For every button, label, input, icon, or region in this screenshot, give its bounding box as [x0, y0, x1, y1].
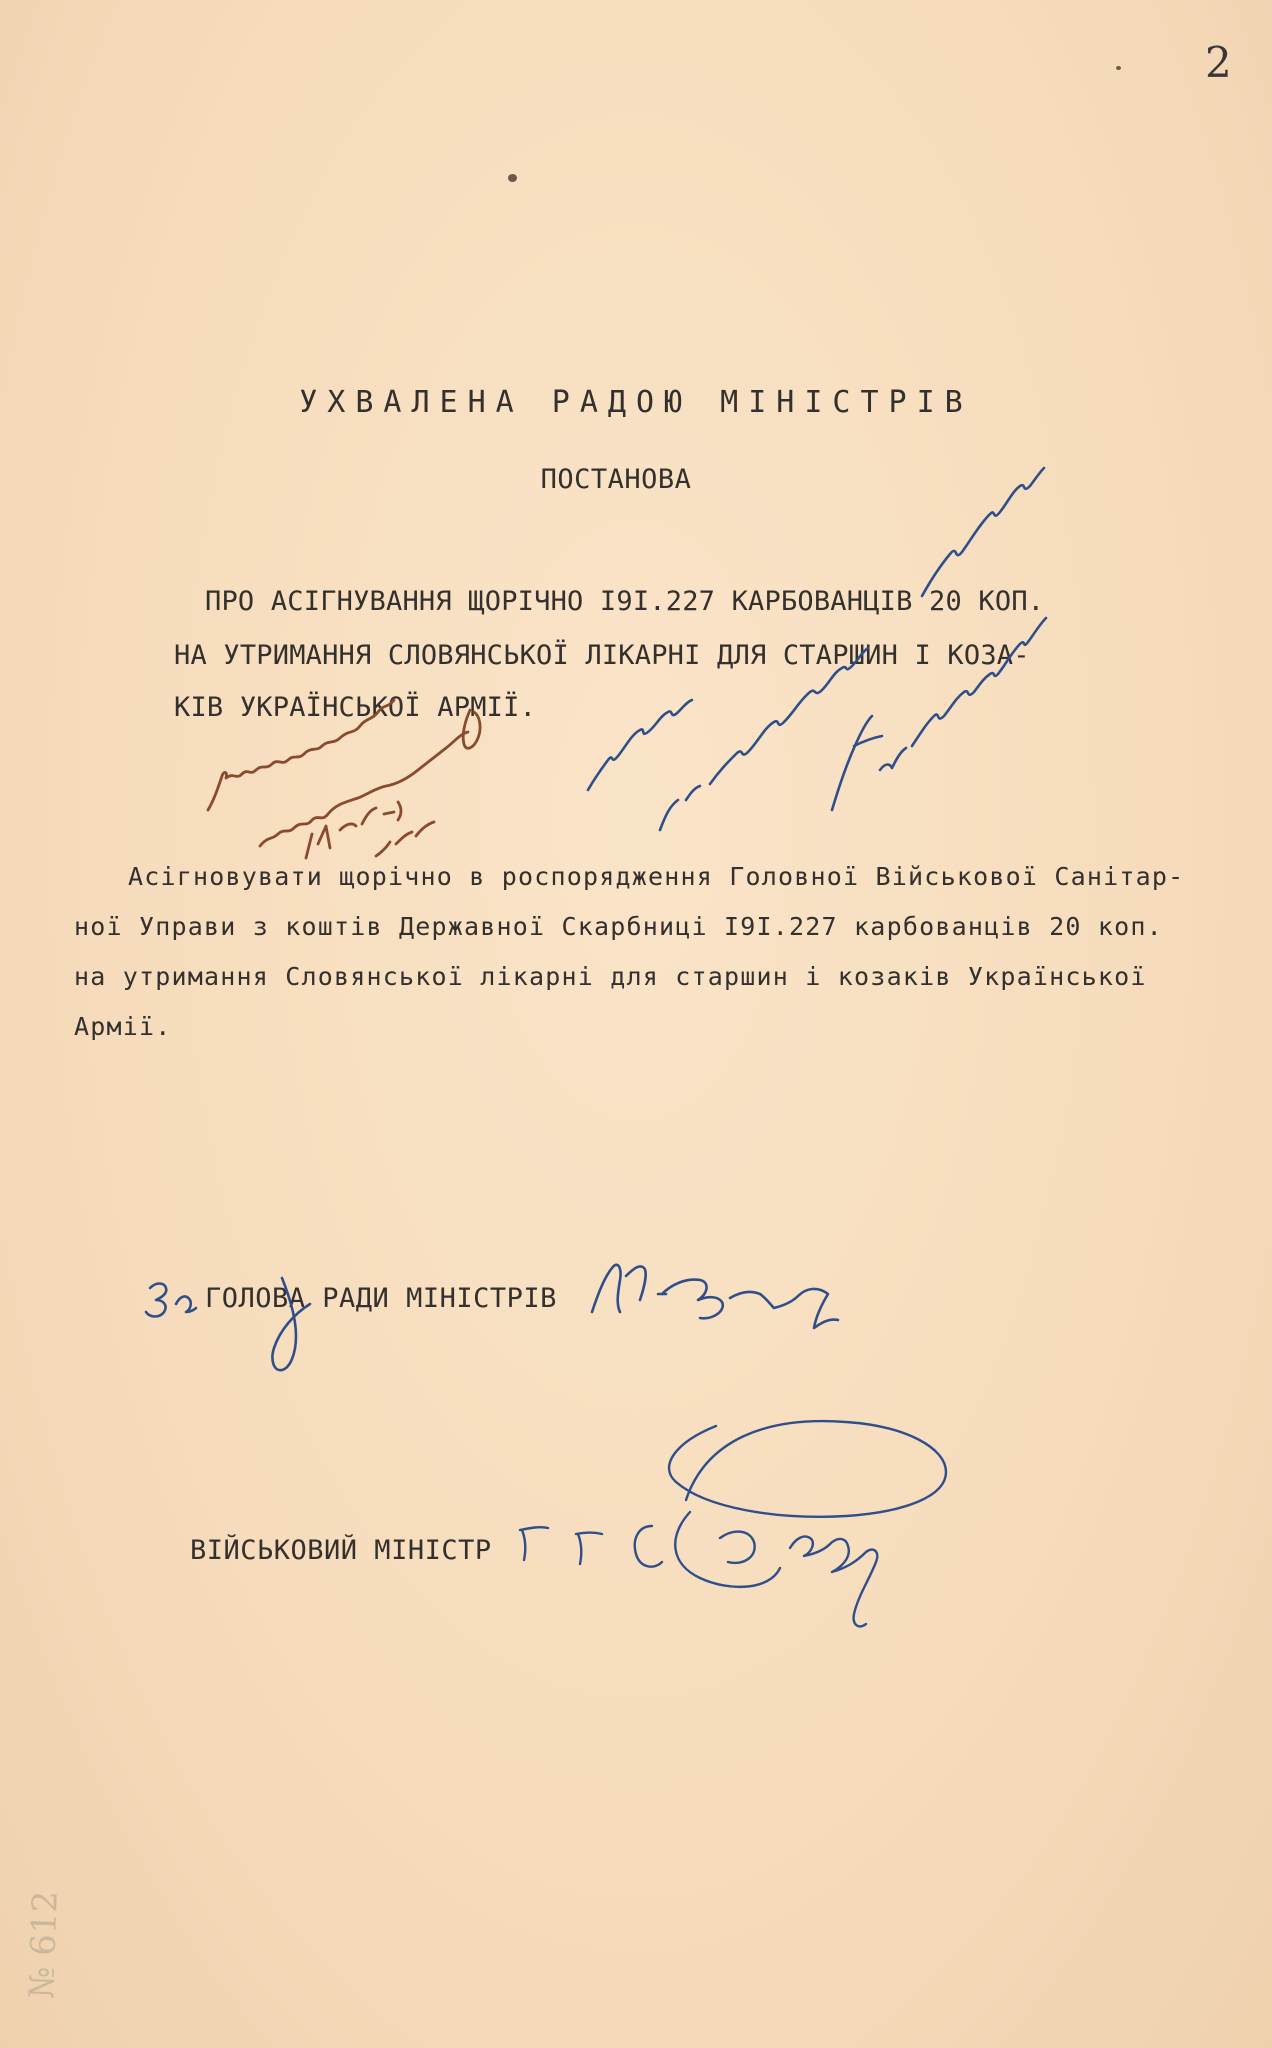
body-line-4: Армії. — [74, 1012, 172, 1041]
subject-line-1: ПРО АСІГНУВАННЯ ЩОРІЧНО I9I.227 КАРБОВАНЦІВ 20 КОП. — [205, 586, 1045, 617]
minister-signature — [520, 1421, 946, 1626]
subject-line-3: КІВ УКРАЇНСЬКОЇ АРМІЇ. — [174, 692, 537, 723]
page-number: 2 — [1205, 38, 1233, 87]
archive-mark: № 612 — [22, 1890, 66, 2000]
blue-handwritten-note — [588, 468, 1046, 830]
document-type: ПОСТАНОВА — [540, 464, 692, 495]
minister-title: ВІЙСЬКОВИЙ МІНІСТР — [190, 1535, 492, 1566]
document-heading: УХВАЛЕНА РАДОЮ МІНІСТРІВ — [299, 385, 973, 420]
body-line-3: на утримання Словянської лікарні для старшин і козаків Української — [74, 962, 1147, 991]
chair-signature — [146, 1265, 838, 1370]
brown-handwritten-note — [208, 700, 480, 858]
chair-title: ГОЛОВА РАДИ МІНІСТРІВ — [205, 1283, 557, 1314]
subject-line-2: НА УТРИМАННЯ СЛОВЯНСЬКОЇ ЛІКАРНІ ДЛЯ СТАРШИН І КОЗА- — [174, 640, 1030, 671]
body-line-2: ної Управи з коштів Державної Скарбниці I9I.227 карбованців 20 коп. — [74, 912, 1163, 941]
body-line-1: Асігновувати щорічно в роспорядження Головної Військової Санітар- — [128, 862, 1185, 891]
